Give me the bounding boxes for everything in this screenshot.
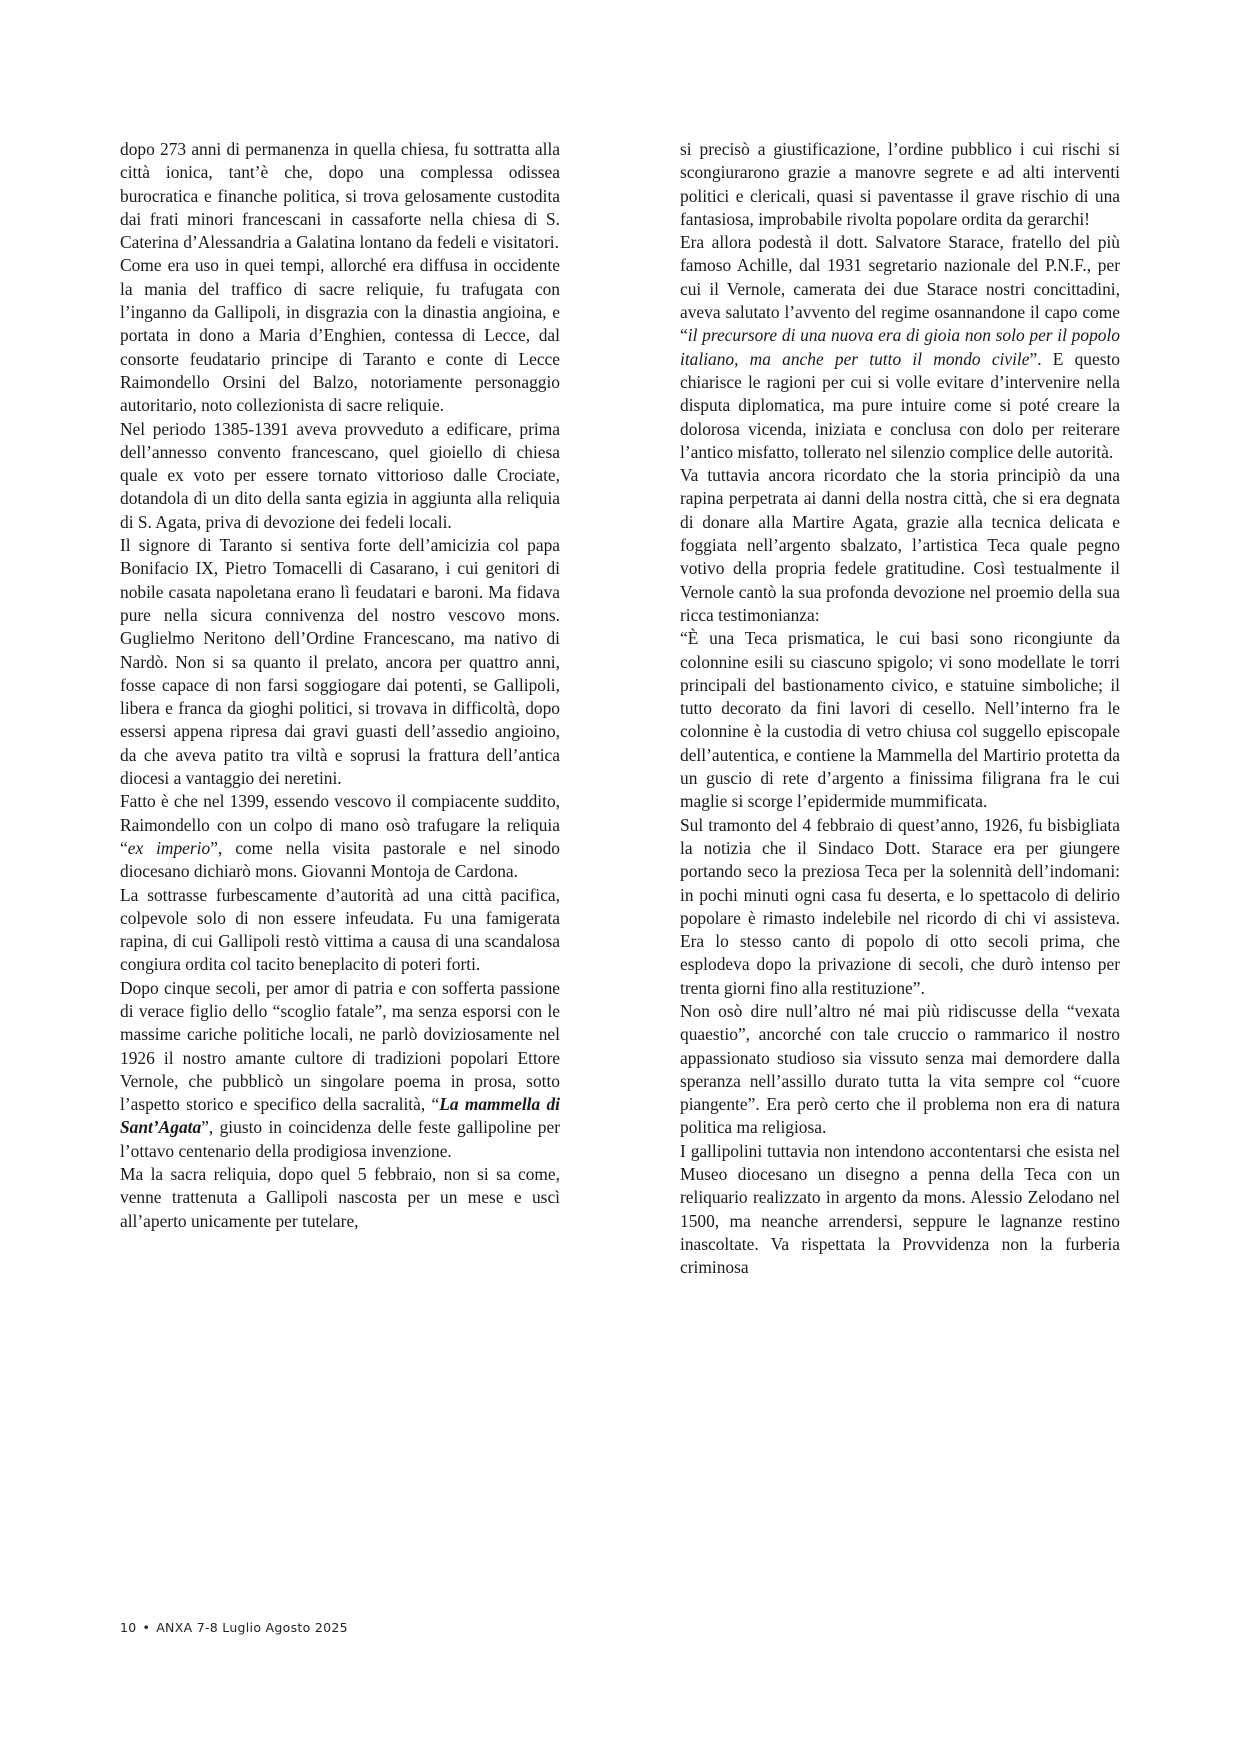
page-number: 10	[120, 1620, 137, 1635]
paragraph-text: Come era uso in quei tempi, allorché era diffusa in occidente la mania del traffico di sacre reliquie, fu trafugata con l’inganno da Gallipoli, in disgrazia con la dinastia angioina, e portata in dono a Maria d’Enghien, contessa di Lecce, dal consorte feudatario principe di Taranto e conte di Lecce Raimondello Orsini del Balzo, notoriamente personaggio autoritario, noto collezionista di sacre reliquie.	[120, 255, 560, 416]
paragraph-text: ”. E questo chiarisce le ragioni per cui si volle evitare d’intervenire nella disputa diplomatica, ma pure intuire come si poté creare la dolorosa vicenda, iniziata e conclusa con dolo per reiterare l’antico misfatto, tollerato nel silenzio complice delle autorità.	[680, 348, 1120, 462]
paragraph-text: ”, giusto in coincidenza delle feste gallipoline per l’ottavo centenario della prodigiosa invenzione.	[120, 1117, 560, 1161]
right-column	[680, 138, 1120, 1280]
article-body	[120, 138, 1120, 1280]
footer-separator: •	[142, 1620, 151, 1635]
paragraph-text: Va tuttavia ancora ricordato che la storia principiò da una rapina perpetrata ai danni della nostra città, che si era degnata di donare alla Martire Agata, grazie alla tecnica delicata e foggiata nell’argento sbalzato, l’artistica Teca quale pegno votivo della propria fedele gratitudine. Così testualmente il Vernole cantò la sua profonda devozione nel proemio della sua ricca testimonianza:	[680, 465, 1120, 625]
left-column	[120, 138, 560, 1280]
paragraph	[680, 1000, 1120, 1140]
paragraph	[680, 814, 1120, 1000]
paragraph-text: dopo 273 anni di permanenza in quella chiesa, fu sottratta alla città ionica, tant’è che, dopo una complessa odissea burocratica e finanche politica, si trova gelosamente custodita dai frati minori francescani in cassaforte nella chiesa di S. Caterina d’Alessandria a Galatina lontano da fedeli e visitatori.	[120, 139, 560, 253]
paragraph	[680, 138, 1120, 231]
paragraph-text: I gallipolini tuttavia non intendono accontentarsi che esista nel Museo diocesano un disegno a penna della Teca con un reliquario realizzato in argento da mons. Alessio Zelodano nel 1500, ma neanche arrendersi, seppure le lagnanze restino inascoltate. Va rispettata la Provvidenza non la furberia criminosa	[680, 1140, 1120, 1278]
publication-info: ANXA 7-8 Luglio Agosto 2025	[156, 1620, 348, 1635]
paragraph	[120, 1163, 560, 1233]
page-footer	[120, 1620, 348, 1635]
paragraph-text: Il signore di Taranto si sentiva forte dell’amicizia col papa Bonifacio IX, Pietro Tomacelli di Casarano, i cui genitori di nobile casata napoletana erano lì feudatari e baroni. Ma fidava pure nella sicura connivenza del nostro vescovo mons. Guglielmo Neritono dell’Ordine Francescano, ma nativo di Nardò. Non si sa quanto il prelato, ancora per quattro anni, fosse capace di non farsi soggiogare dai potenti, se Gallipoli, libera e franca da gioghi politici, si trovava in difficoltà, dopo essersi appena ripresa dai gravi guasti dell’assedio angioino, da che aveva patito tra viltà e soprusi la frattura dell’antica diocesi a vantaggio dei neretini.	[120, 535, 560, 789]
paragraph-text: Non osò dire null’altro né mai più ridiscusse della “vexata quaestio”, ancorché con tale cruccio o rammarico il nostro appassionato studioso sia vissuto senza mai demordere dalla speranza nell’assillo durato tutta la vita sempre col “cuore piangente”. Era però certo che il problema non era di natura politica ma religiosa.	[680, 1000, 1120, 1138]
paragraph-text: si precisò a giustificazione, l’ordine pubblico i cui rischi si scongiurarono grazie a manovre segrete e ad alti interventi politici e clericali, quasi si paventasse il grave rischio di una fantasiosa, improbabile rivolta popolare ordita da gerarchi!	[680, 139, 1120, 229]
paragraph	[680, 464, 1120, 627]
paragraph-text: Era allora podestà il dott. Salvatore Starace, fratello del più famoso Achille, dal 1931 segretario nazionale del P.N.F., per cui il Vernole, camerata dei due Starace nostri concittadini, aveva salutato l’avvento del regime osannandone il capo come “	[680, 232, 1120, 346]
paragraph	[120, 977, 560, 1163]
emphasis-text: La mammella di Sant’Agata	[120, 1094, 560, 1138]
paragraph-text: Sul tramonto del 4 febbraio di quest’anno, 1926, fu bisbigliata la notizia che il Sindaco Dott. Starace era per giungere portando seco la preziosa Teca per la solennità dell’indomani: in pochi minuti ogni casa fu deserta, e lo spettacolo di delirio popolare è rimasto indelebile nel ricordo di chi vi assisteva. Era lo stesso canto di popolo di otto secoli prima, che esplodeva dopo la privazione di secoli, che durò intenso per trenta giorni fino alla restituzione”.	[680, 814, 1120, 998]
paragraph	[680, 231, 1120, 464]
paragraph	[680, 1140, 1120, 1280]
paragraph-text: La sottrasse furbescamente d’autorità ad una città pacifica, colpevole solo di non essere infeudata. Fu una famigerata rapina, di cui Gallipoli restò vittima a causa di una scandalosa congiura ordita col tacito beneplacito di poteri forti.	[120, 884, 560, 975]
paragraph	[120, 884, 560, 977]
paragraph	[120, 534, 560, 790]
paragraph-text: Ma la sacra reliquia, dopo quel 5 febbraio, non si sa come, venne trattenuta a Gallipoli nascosta per un mese e uscì all’aperto unicamente per tutelare,	[120, 1164, 560, 1231]
paragraph	[120, 254, 560, 417]
paragraph	[120, 790, 560, 883]
paragraph-text: Fatto è che nel 1399, essendo vescovo il compiacente suddito, Raimondello con un colpo di mano osò trafugare la reliquia “	[120, 791, 560, 858]
emphasis-text: il precursore di una nuova era di gioia non solo per il popolo italiano, ma anche per tutto il mondo civile	[680, 325, 1120, 369]
paragraph-text: “È una Teca prismatica, le cui basi sono ricongiunte da colonnine esili su ciascuno spigolo; vi sono modellate le torri principali del bastionamento civico, e statuine simboliche; il tutto decorato da fini lavori di cesello. Nell’interno fra le colonnine è la custodia di vetro chiusa col suggello episcopale dell’autentica, e contiene la Mammella del Martirio protetta da un guscio di rete d’argento a finissima filigrana fra le cui maglie si scorge l’epidermide mummificata.	[680, 628, 1120, 812]
emphasis-text: ex imperio	[127, 837, 211, 858]
paragraph	[120, 138, 560, 254]
paragraph-text: Dopo cinque secoli, per amor di patria e con sofferta passione di verace figlio dello “scoglio fatale”, ma senza esporsi con le massime cariche politiche locali, ne parlò doviziosamente nel 1926 il nostro amante cultore di tradizioni popolari Ettore Vernole, che pubblicò un singolare poema in prosa, sotto l’aspetto storico e specifico della sacralità, “	[120, 977, 560, 1115]
paragraph	[680, 627, 1120, 813]
paragraph-text: Nel periodo 1385-1391 aveva provveduto a edificare, prima dell’annesso convento francescano, quel gioiello di chiesa quale ex voto per essere tornato vittorioso dalle Crociate, dotandola di un dito della santa egizia in aggiunta alla reliquia di S. Agata, priva di devozione dei fedeli locali.	[120, 418, 560, 532]
paragraph	[120, 418, 560, 534]
paragraph-text: ”, come nella visita pastorale e nel sinodo diocesano dichiarò mons. Giovanni Montoja de Cardona.	[120, 837, 560, 882]
